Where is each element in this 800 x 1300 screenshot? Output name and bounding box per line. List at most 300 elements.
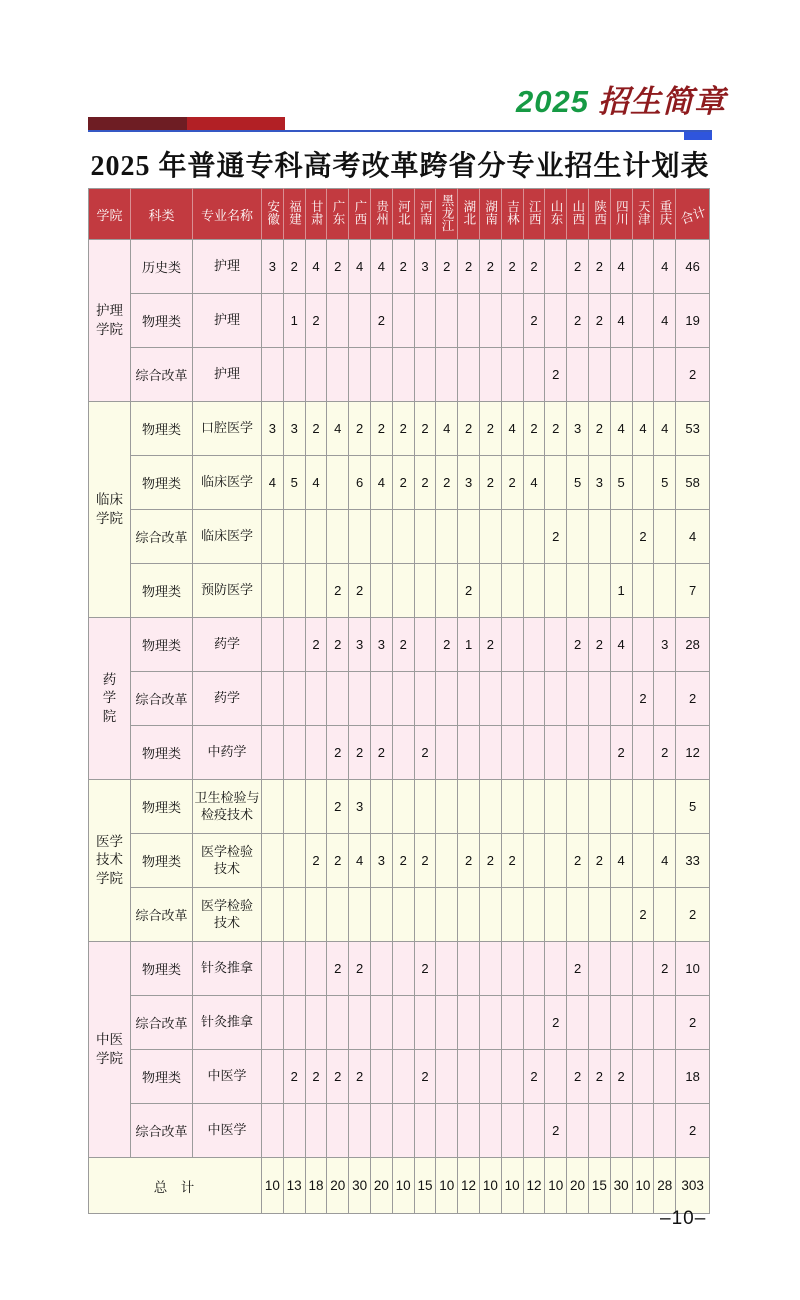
value-cell	[458, 294, 480, 348]
value-cell	[545, 564, 567, 618]
value-cell	[610, 348, 632, 402]
value-cell: 3	[262, 240, 284, 294]
value-cell	[283, 348, 305, 402]
value-cell	[349, 996, 371, 1050]
value-cell	[479, 942, 501, 996]
value-cell	[283, 618, 305, 672]
value-cell: 5	[654, 456, 676, 510]
value-cell: 2	[567, 834, 589, 888]
value-cell	[458, 780, 480, 834]
header-province	[567, 189, 589, 240]
grand-total-label: 总 计	[89, 1158, 262, 1214]
page-title: 2025 年普通专科高考改革跨省分专业招生计划表	[90, 151, 710, 182]
category-cell: 物理类	[131, 456, 193, 510]
value-cell	[370, 510, 392, 564]
value-cell: 5	[610, 456, 632, 510]
value-cell	[479, 888, 501, 942]
value-cell	[370, 888, 392, 942]
header-total	[676, 189, 710, 240]
value-cell: 2	[588, 1050, 610, 1104]
value-cell	[588, 564, 610, 618]
value-cell	[370, 942, 392, 996]
header-bar-red	[187, 117, 285, 131]
value-cell: 4	[305, 456, 327, 510]
plan-row	[89, 618, 710, 672]
value-cell: 4	[349, 240, 371, 294]
value-cell	[632, 564, 654, 618]
major-cell: 预防医学	[193, 564, 262, 618]
value-cell	[501, 888, 523, 942]
major-cell: 护理	[193, 240, 262, 294]
value-cell	[414, 996, 436, 1050]
value-cell	[436, 1104, 458, 1158]
value-cell: 2	[501, 456, 523, 510]
plan-row	[89, 672, 710, 726]
value-cell: 2	[327, 618, 349, 672]
value-cell: 2	[523, 1050, 545, 1104]
value-cell: 3	[349, 780, 371, 834]
value-cell	[654, 780, 676, 834]
value-cell	[567, 888, 589, 942]
header-category: 科类	[131, 189, 193, 240]
value-cell	[654, 1050, 676, 1104]
value-cell	[654, 510, 676, 564]
value-cell	[501, 510, 523, 564]
header-province	[545, 189, 567, 240]
value-cell: 2	[545, 402, 567, 456]
value-cell: 2	[305, 402, 327, 456]
value-cell: 2	[545, 510, 567, 564]
value-cell	[458, 942, 480, 996]
header-bar-maroon	[88, 117, 187, 131]
value-cell	[610, 510, 632, 564]
value-cell	[567, 996, 589, 1050]
value-cell	[436, 942, 458, 996]
category-cell: 物理类	[131, 294, 193, 348]
province-label: 甘肃	[309, 200, 324, 225]
value-cell	[414, 1104, 436, 1158]
header-province	[327, 189, 349, 240]
value-cell	[436, 294, 458, 348]
value-cell	[610, 780, 632, 834]
value-cell	[458, 726, 480, 780]
value-cell: 2	[545, 348, 567, 402]
grand-total-value-cell: 20	[370, 1158, 392, 1214]
value-cell	[392, 294, 414, 348]
value-cell	[262, 1104, 284, 1158]
grand-total-value-cell: 20	[567, 1158, 589, 1214]
value-cell	[545, 618, 567, 672]
grand-total-value-cell: 18	[305, 1158, 327, 1214]
value-cell: 4	[349, 834, 371, 888]
value-cell: 2	[414, 456, 436, 510]
value-cell	[414, 348, 436, 402]
value-cell: 4	[370, 456, 392, 510]
value-cell	[262, 888, 284, 942]
major-cell: 药学	[193, 672, 262, 726]
value-cell: 2	[436, 456, 458, 510]
value-cell	[283, 834, 305, 888]
value-cell	[436, 780, 458, 834]
row-total-cell: 2	[676, 996, 710, 1050]
value-cell: 2	[654, 726, 676, 780]
value-cell	[523, 726, 545, 780]
value-cell: 2	[349, 564, 371, 618]
row-total-cell: 58	[676, 456, 710, 510]
value-cell	[414, 510, 436, 564]
value-cell	[305, 564, 327, 618]
value-cell	[479, 348, 501, 402]
value-cell: 2	[479, 834, 501, 888]
value-cell	[262, 510, 284, 564]
value-cell: 2	[632, 672, 654, 726]
value-cell	[414, 564, 436, 618]
value-cell	[501, 564, 523, 618]
value-cell	[327, 510, 349, 564]
value-cell: 2	[392, 834, 414, 888]
table-header-row	[89, 189, 710, 240]
header-province	[414, 189, 436, 240]
value-cell	[283, 564, 305, 618]
plan-row	[89, 1104, 710, 1158]
header-college: 学院	[89, 189, 131, 240]
value-cell	[370, 348, 392, 402]
value-cell	[610, 996, 632, 1050]
value-cell	[392, 510, 414, 564]
value-cell: 2	[370, 294, 392, 348]
value-cell	[479, 294, 501, 348]
category-cell: 综合改革	[131, 672, 193, 726]
province-label: 河南	[418, 200, 433, 225]
value-cell	[588, 888, 610, 942]
value-cell	[567, 726, 589, 780]
row-total-cell: 53	[676, 402, 710, 456]
value-cell	[545, 834, 567, 888]
value-cell	[349, 1104, 371, 1158]
page-number: –10–	[660, 1208, 707, 1229]
grand-total-value-cell: 10	[545, 1158, 567, 1214]
brochure-header	[516, 76, 726, 121]
value-cell	[458, 348, 480, 402]
value-cell: 1	[458, 618, 480, 672]
major-cell: 中医学	[193, 1050, 262, 1104]
major-cell: 卫生检验与 检疫技术	[193, 780, 262, 834]
row-total-cell: 2	[676, 888, 710, 942]
value-cell: 2	[305, 618, 327, 672]
value-cell	[654, 348, 676, 402]
header-major: 专业名称	[193, 189, 262, 240]
value-cell	[588, 942, 610, 996]
value-cell	[567, 348, 589, 402]
value-cell	[305, 348, 327, 402]
value-cell: 2	[567, 240, 589, 294]
value-cell	[523, 834, 545, 888]
value-cell	[458, 1104, 480, 1158]
value-cell	[545, 942, 567, 996]
category-cell: 物理类	[131, 1050, 193, 1104]
category-cell: 物理类	[131, 942, 193, 996]
header-province	[349, 189, 371, 240]
category-cell: 物理类	[131, 402, 193, 456]
brochure-year: 2025	[516, 84, 589, 119]
value-cell	[370, 996, 392, 1050]
category-cell: 物理类	[131, 834, 193, 888]
value-cell: 2	[414, 942, 436, 996]
value-cell	[632, 834, 654, 888]
value-cell: 3	[414, 240, 436, 294]
value-cell	[349, 510, 371, 564]
value-cell	[588, 726, 610, 780]
value-cell	[283, 672, 305, 726]
value-cell: 4	[654, 834, 676, 888]
college-cell: 中医 学院	[89, 942, 131, 1158]
value-cell	[567, 510, 589, 564]
value-cell	[501, 672, 523, 726]
plan-row	[89, 1050, 710, 1104]
value-cell: 4	[610, 618, 632, 672]
value-cell	[436, 564, 458, 618]
college-cell: 护理 学院	[89, 240, 131, 402]
row-total-cell: 28	[676, 618, 710, 672]
value-cell	[370, 1104, 392, 1158]
row-total-cell: 12	[676, 726, 710, 780]
value-cell: 2	[654, 942, 676, 996]
value-cell: 2	[327, 564, 349, 618]
value-cell: 2	[349, 402, 371, 456]
value-cell: 2	[349, 726, 371, 780]
value-cell	[501, 618, 523, 672]
value-cell	[545, 888, 567, 942]
grand-total-value-cell: 30	[349, 1158, 371, 1214]
grand-total-sum-cell: 303	[676, 1158, 710, 1214]
value-cell: 2	[458, 240, 480, 294]
category-cell: 综合改革	[131, 1104, 193, 1158]
plan-row	[89, 888, 710, 942]
grand-total-row	[89, 1158, 710, 1214]
college-cell: 药 学 院	[89, 618, 131, 780]
grand-total-value-cell: 15	[588, 1158, 610, 1214]
value-cell	[327, 456, 349, 510]
value-cell: 2	[479, 618, 501, 672]
value-cell: 2	[567, 1050, 589, 1104]
value-cell: 2	[370, 726, 392, 780]
value-cell	[632, 618, 654, 672]
category-cell: 物理类	[131, 726, 193, 780]
value-cell	[523, 888, 545, 942]
value-cell: 3	[262, 402, 284, 456]
value-cell	[567, 780, 589, 834]
value-cell	[654, 888, 676, 942]
grand-total-value-cell: 13	[283, 1158, 305, 1214]
plan-row	[89, 564, 710, 618]
value-cell	[349, 348, 371, 402]
value-cell	[523, 780, 545, 834]
value-cell	[545, 726, 567, 780]
value-cell	[458, 888, 480, 942]
value-cell: 2	[414, 726, 436, 780]
plan-row	[89, 996, 710, 1050]
value-cell	[632, 996, 654, 1050]
value-cell	[567, 1104, 589, 1158]
value-cell: 2	[414, 1050, 436, 1104]
value-cell: 2	[458, 402, 480, 456]
header-rule-blue	[88, 130, 712, 132]
value-cell	[501, 348, 523, 402]
province-label: 重庆	[657, 200, 672, 225]
header-province	[479, 189, 501, 240]
value-cell	[588, 780, 610, 834]
value-cell	[262, 834, 284, 888]
value-cell	[479, 672, 501, 726]
province-label: 山西	[570, 200, 585, 225]
value-cell	[545, 780, 567, 834]
value-cell: 1	[283, 294, 305, 348]
major-cell: 医学检验 技术	[193, 888, 262, 942]
value-cell: 2	[588, 618, 610, 672]
college-cell: 医学 技术 学院	[89, 780, 131, 942]
value-cell: 2	[458, 564, 480, 618]
grand-total-value-cell: 10	[479, 1158, 501, 1214]
value-cell	[632, 942, 654, 996]
value-cell	[436, 726, 458, 780]
plan-row	[89, 294, 710, 348]
value-cell	[632, 240, 654, 294]
category-cell: 物理类	[131, 618, 193, 672]
value-cell	[262, 780, 284, 834]
plan-row	[89, 456, 710, 510]
value-cell	[610, 888, 632, 942]
value-cell	[414, 672, 436, 726]
value-cell	[479, 996, 501, 1050]
value-cell	[305, 1104, 327, 1158]
value-cell: 2	[588, 294, 610, 348]
province-label: 贵州	[374, 200, 389, 225]
value-cell	[632, 1104, 654, 1158]
value-cell: 2	[305, 1050, 327, 1104]
row-total-cell: 7	[676, 564, 710, 618]
row-total-cell: 4	[676, 510, 710, 564]
province-label: 湖北	[461, 200, 476, 225]
province-label: 江西	[527, 200, 542, 225]
value-cell	[501, 996, 523, 1050]
row-total-cell: 2	[676, 348, 710, 402]
value-cell: 4	[610, 402, 632, 456]
college-cell: 临床 学院	[89, 402, 131, 618]
plan-row	[89, 834, 710, 888]
value-cell: 2	[632, 510, 654, 564]
province-label: 山东	[549, 200, 563, 225]
province-label: 安徽	[265, 200, 280, 225]
value-cell: 2	[327, 942, 349, 996]
value-cell	[501, 294, 523, 348]
value-cell	[501, 942, 523, 996]
value-cell	[327, 348, 349, 402]
value-cell: 3	[654, 618, 676, 672]
province-label: 四川	[614, 200, 629, 225]
row-total-cell: 2	[676, 1104, 710, 1158]
value-cell	[523, 996, 545, 1050]
value-cell	[392, 1104, 414, 1158]
value-cell: 2	[436, 240, 458, 294]
value-cell: 6	[349, 456, 371, 510]
value-cell	[479, 510, 501, 564]
value-cell	[262, 1050, 284, 1104]
value-cell	[588, 510, 610, 564]
row-total-cell: 19	[676, 294, 710, 348]
value-cell	[436, 996, 458, 1050]
value-cell: 4	[305, 240, 327, 294]
value-cell	[414, 780, 436, 834]
value-cell	[370, 780, 392, 834]
row-total-cell: 18	[676, 1050, 710, 1104]
value-cell	[588, 672, 610, 726]
category-cell: 历史类	[131, 240, 193, 294]
value-cell	[479, 1050, 501, 1104]
row-total-cell: 5	[676, 780, 710, 834]
header-province	[392, 189, 414, 240]
value-cell	[610, 1104, 632, 1158]
grand-total-value-cell: 10	[436, 1158, 458, 1214]
value-cell: 2	[327, 834, 349, 888]
value-cell	[392, 780, 414, 834]
value-cell	[283, 888, 305, 942]
value-cell	[392, 564, 414, 618]
value-cell	[283, 996, 305, 1050]
value-cell	[305, 726, 327, 780]
plan-row	[89, 942, 710, 996]
value-cell	[479, 780, 501, 834]
value-cell	[283, 780, 305, 834]
value-cell: 2	[588, 834, 610, 888]
major-cell: 护理	[193, 294, 262, 348]
category-cell: 物理类	[131, 780, 193, 834]
value-cell: 2	[523, 240, 545, 294]
value-cell	[458, 672, 480, 726]
value-cell	[588, 1104, 610, 1158]
value-cell: 4	[632, 402, 654, 456]
value-cell: 2	[632, 888, 654, 942]
header-bar-blue-accent	[684, 132, 712, 140]
header-province	[501, 189, 523, 240]
value-cell: 4	[436, 402, 458, 456]
grand-total-value-cell: 15	[414, 1158, 436, 1214]
value-cell	[588, 996, 610, 1050]
province-label: 福建	[287, 200, 302, 225]
major-cell: 临床医学	[193, 510, 262, 564]
value-cell: 2	[523, 294, 545, 348]
value-cell	[458, 510, 480, 564]
value-cell	[327, 1104, 349, 1158]
category-cell: 综合改革	[131, 888, 193, 942]
value-cell	[632, 348, 654, 402]
value-cell	[501, 726, 523, 780]
value-cell	[436, 834, 458, 888]
value-cell	[458, 996, 480, 1050]
row-total-cell: 2	[676, 672, 710, 726]
value-cell	[545, 672, 567, 726]
value-cell: 5	[567, 456, 589, 510]
value-cell	[392, 1050, 414, 1104]
province-label: 黑龙江	[440, 193, 455, 232]
value-cell	[436, 888, 458, 942]
value-cell	[436, 672, 458, 726]
header-province	[523, 189, 545, 240]
value-cell	[262, 618, 284, 672]
value-cell	[392, 348, 414, 402]
value-cell	[632, 456, 654, 510]
header-province	[458, 189, 480, 240]
value-cell	[632, 1050, 654, 1104]
